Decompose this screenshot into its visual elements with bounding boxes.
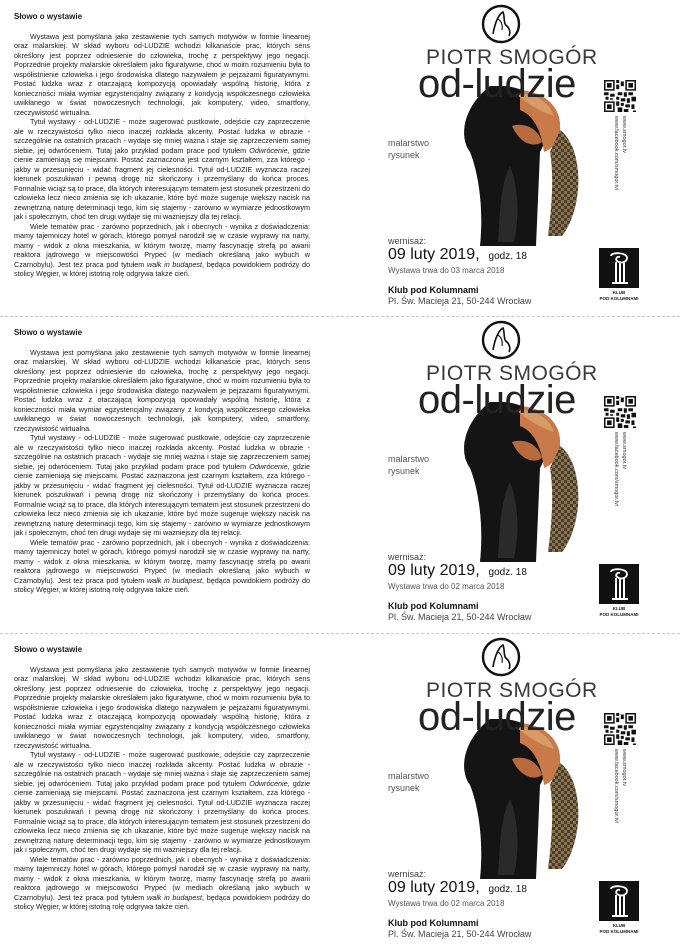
paragraph: Wiele tematów prac - zarówno poprzednich, jak i obecnych - wynika z doświadczenia: mamy tajemniczy hotel w górach, którego pomysł narodził się w czasie wyprawy na narty, mamy - widok z okna mieszkania, w którym tworzę, mamy fascynację strefą po awarii reaktora jądrowego w miejscowości Prypeć (w mediach określaną jako wybuch w Czarnobylu). Jest też praca pod tytułem walk in budapest, będąca powidokiem podróży do stolicy Węgier, w której istotną rolę odgrywa także cień. [14,221,310,278]
description-heading: Słowo o wystawie [14,328,83,337]
artist-logo-icon [481,4,521,44]
paragraph: Tytuł wystawy - od-LUDZIE - może sugerować pustkowie, odejście czy zaprzeczenie ale w rzeczywistości tylko nieco inaczej rozkłada akcenty. Postać ludzka w obrazie - szczególnie na ostatnich pracach - wydaje się mniej ważna i staje się zaprzeczeniem samej siebie, jej odwróceniem. Tutaj jako przykład podam prace pod tytułem Odwrócenie, gdzie cienie zamieniają się miejscami. Postać zaznaczona jest czarnym kształtem, zza którego - jakby w przesunięciu - widać fragment jej cielesności. Tytuł od-LUDZIE wyznacza raczej kierunek poszukiwań i pewną drogę niż skończony i przemyślany do końca proces. Formalnie wciąż są to prace, dla których interesującym tematem jest stosunek przestrzeni do człowieka lecz nieco zmienia się ich ukazanie, które być może sugeruje większy nacisk na zewnętrzną naturę determinacji tego, kim się stajemy - zarówno w wymiarze jednostkowym jak i społecznym, choć ten drugi wydaje się mi ważniejszy dla tej relacji. [14,750,310,854]
qr-code-icon [604,80,636,112]
flyer-panel-2 [0,316,680,632]
qr-code-icon [604,396,636,428]
exhibition-duration: Wystawa trwa do 03 marca 2018 [388,266,505,275]
description-heading: Słowo o wystawie [14,12,83,21]
technique-drawing: rysunek [388,150,420,160]
artwork-figure-image [450,402,600,562]
venue-logo: KLUB POD KOLUMNAMI [596,881,642,937]
exhibition-description [14,12,310,279]
opening-date: 09 luty 2019, godz. 18 [388,879,527,896]
exhibition-duration: Wystawa trwa do 02 marca 2018 [388,582,505,591]
paragraph: Wystawa jest pomyślana jako zestawienie tych samych motywów w formie linearnej oraz malarskiej. W skład wyboru od-LUDZIE wchodzi kilkanaście prac, których sens określony jest poprzez odniesienie do człowieka, trochę z perspektywy jego negacji. Poprzednie projekty malarskie określałem jako figuratywne, choć w moim rozumieniu była to współistnienie człowieka i jego środowiska dlatego nazywałem je pejzażami figuratywnymi. Postać ludzka wraz z otaczającą kompozycją opowiadały wspólną historię, która z konieczności miała wymiar egzystencjalny związany z kondycją współczesnego człowieka uwikłanego w świat nowoczesnych technologii, jak komputery, video, smartfony, rzeczywistość wirtualna. [14,347,310,433]
opening-label: wernisaż: [388,552,427,562]
paragraph: Wiele tematów prac - zarówno poprzednich, jak i obecnych - wynika z doświadczenia: mamy tajemniczy hotel w górach, którego pomysł narodził się w czasie wyprawy na narty, mamy - widok z okna mieszkania, w którym tworzę, mamy fascynację strefą po awarii reaktora jądrowego w miejscowości Prypeć (w mediach określaną jako wybuch w Czarnobylu). Jest też praca pod tytułem walk in budapest, będąca powidokiem podróży do stolicy Węgier, w której istotną rolę odgrywa także cień. [14,854,310,911]
flyer-panel-1 [0,0,680,316]
exhibition-description [14,645,310,912]
paragraph: Wystawa jest pomyślana jako zestawienie tych samych motywów w formie linearnej oraz malarskiej. W skład wyboru od-LUDZIE wchodzi kilkanaście prac, których sens określony jest poprzez odniesienie do człowieka, trochę z perspektywy jego negacji. Poprzednie projekty malarskie określałem jako figuratywne, choć w moim rozumieniu była to współistnienie człowieka i jego środowiska dlatego nazywałem je pejzażami figuratywnymi. Postać ludzka wraz z otaczającą kompozycją opowiadały wspólną historię, która z konieczności miała wymiar egzystencjalny związany z kondycją współczesnego człowieka uwikłanego w świat nowoczesnych technologii, jak komputery, video, smartfony, rzeczywistość wirtualna. [14,31,310,117]
cut-line [0,633,680,634]
description-heading: Słowo o wystawie [14,645,83,654]
exhibition-title: od-ludzie [418,378,576,422]
technique-painting: malarstwo [388,771,430,781]
column-icon [599,248,639,288]
artist-name: PIOTR SMOGÓR [426,679,598,702]
column-icon [599,564,639,604]
venue-logo: KLUB POD KOLUMNAMI [596,564,642,620]
artwork-figure-image [450,86,600,246]
technique-painting: malarstwo [388,138,430,148]
artist-name: PIOTR SMOGÓR [426,362,598,385]
artist-websites: www.smogor.tv www.facebook.com/smogor.tv/ [613,749,627,824]
venue-name: Klub pod Kolumnami [388,918,479,928]
exhibition-title: od-ludzie [418,62,576,106]
exhibition-description [14,328,310,595]
paragraph: Wiele tematów prac - zarówno poprzednich, jak i obecnych - wynika z doświadczenia: mamy tajemniczy hotel w górach, którego pomysł narodził się w czasie wyprawy na narty, mamy - widok z okna mieszkania, w którym tworzę, mamy fascynację strefą po awarii reaktora jądrowego w miejscowości Prypeć (w mediach określaną jako wybuch w Czarnobylu). Jest też praca pod tytułem walk in budapest, będąca powidokiem podróży do stolicy Węgier, w której istotną rolę odgrywa także cień. [14,537,310,594]
technique-painting: malarstwo [388,454,430,464]
artist-websites: www.smogor.tv www.facebook.com/smogor.tv/ [613,432,627,507]
artwork-figure-image [450,719,600,879]
opening-date: 09 luty 2019, godz. 18 [388,562,527,579]
artist-logo-icon [481,320,521,360]
artist-name: PIOTR SMOGÓR [426,46,598,69]
technique-drawing: rysunek [388,783,420,793]
technique-drawing: rysunek [388,466,420,476]
venue-address: Pl. Św. Macieja 21, 50-244 Wrocław [388,929,532,939]
exhibition-duration: Wystawa trwa do 02 marca 2018 [388,899,505,908]
exhibition-title: od-ludzie [418,695,576,739]
paragraph: Tytuł wystawy - od-LUDZIE - może sugerować pustkowie, odejście czy zaprzeczenie ale w rzeczywistości tylko nieco inaczej rozkłada akcenty. Postać ludzka w obrazie - szczególnie na ostatnich pracach - wydaje się mniej ważna i staje się zaprzeczeniem samej siebie, jej odwróceniem. Tutaj jako przykład podam prace pod tytułem Odwrócenie, gdzie cienie zamieniają się miejscami. Postać zaznaczona jest czarnym kształtem, zza którego - jakby w przesunięciu - widać fragment jej cielesności. Tytuł od-LUDZIE wyznacza raczej kierunek poszukiwań i pewną drogę niż skończony i przemyślany do końca proces. Formalnie wciąż są to prace, dla których interesującym tematem jest stosunek przestrzeni do człowieka lecz nieco zmienia się ich ukazanie, które być może sugeruje większy nacisk na zewnętrzną naturę determinacji tego, kim się stajemy - zarówno w wymiarze jednostkowym jak i społecznym, choć ten drugi wydaje się mi ważniejszy dla tej relacji. [14,433,310,537]
venue-logo: KLUB POD KOLUMNAMI [596,248,642,304]
column-icon [599,881,639,921]
venue-address: Pl. Św. Macieja 21, 50-244 Wrocław [388,612,532,622]
artist-logo-icon [481,637,521,677]
paragraph: Tytuł wystawy - od-LUDZIE - może sugerować pustkowie, odejście czy zaprzeczenie ale w rzeczywistości tylko nieco inaczej rozkłada akcenty. Postać ludzka w obrazie - szczególnie na ostatnich pracach - wydaje się mniej ważna i staje się zaprzeczeniem samej siebie, jej odwróceniem. Tutaj jako przykład podam prace pod tytułem Odwrócenie, gdzie cienie zamieniają się miejscami. Postać zaznaczona jest czarnym kształtem, zza którego - jakby w przesunięciu - widać fragment jej cielesności. Tytuł od-LUDZIE wyznacza raczej kierunek poszukiwań i pewną drogę niż skończony i przemyślany do końca proces. Formalnie wciąż są to prace, dla których interesującym tematem jest stosunek przestrzeni do człowieka lecz nieco zmienia się ich ukazanie, które być może sugeruje większy nacisk na zewnętrzną naturę determinacji tego, kim się stajemy - zarówno w wymiarze jednostkowym jak i społecznym, choć ten drugi wydaje się mi ważniejszy dla tej relacji. [14,117,310,221]
cut-line [0,316,680,317]
opening-label: wernisaż: [388,236,427,246]
artist-websites: www.smogor.tv www.facebook.com/smogor.tv/ [613,116,627,191]
venue-name: Klub pod Kolumnami [388,601,479,611]
flyer-panel-3 [0,633,680,949]
qr-code-icon [604,713,636,745]
venue-name: Klub pod Kolumnami [388,285,479,295]
opening-label: wernisaż: [388,869,427,879]
paragraph: Wystawa jest pomyślana jako zestawienie tych samych motywów w formie linearnej oraz malarskiej. W skład wyboru od-LUDZIE wchodzi kilkanaście prac, których sens określony jest poprzez odniesienie do człowieka, trochę z perspektywy jego negacji. Poprzednie projekty malarskie określałem jako figuratywne, choć w moim rozumieniu była to współistnienie człowieka i jego środowiska dlatego nazywałem je pejzażami figuratywnymi. Postać ludzka wraz z otaczającą kompozycją opowiadały wspólną historię, która z konieczności miała wymiar egzystencjalny związany z kondycją współczesnego człowieka uwikłanego w świat nowoczesnych technologii, jak komputery, video, smartfony, rzeczywistość wirtualna. [14,664,310,750]
venue-address: Pl. Św. Macieja 21, 50-244 Wrocław [388,296,532,306]
opening-date: 09 luty 2019, godz. 18 [388,246,527,263]
